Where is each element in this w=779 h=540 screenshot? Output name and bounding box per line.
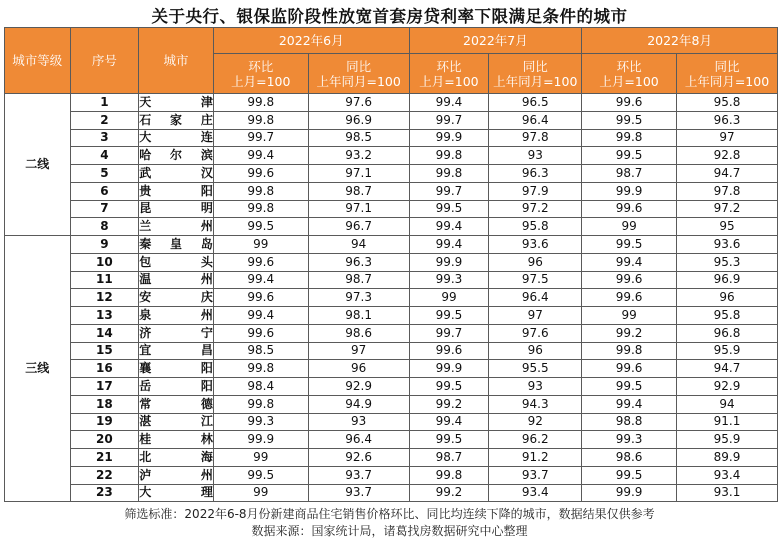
yoy-value-cell: 98.6 bbox=[308, 324, 409, 342]
table-row bbox=[5, 182, 778, 200]
city-cell bbox=[139, 236, 214, 254]
mom-value-cell: 99.4 bbox=[213, 271, 308, 289]
seq-cell: 11 bbox=[70, 271, 139, 289]
yoy-value-cell: 95.8 bbox=[489, 218, 582, 236]
city-cell bbox=[139, 484, 214, 502]
mom-value-cell: 99.6 bbox=[213, 324, 308, 342]
city-cell bbox=[139, 289, 214, 307]
mom-value-cell: 98.6 bbox=[582, 449, 677, 467]
seq-cell: 21 bbox=[70, 449, 139, 467]
header-mom bbox=[213, 54, 308, 94]
mom-value-cell: 99.6 bbox=[409, 342, 489, 360]
footer-criteria: 筛选标准：2022年6-8月份新建商品住宅销售价格环比、同比均连续下降的城市，数据结果仅供参考 bbox=[124, 507, 655, 521]
mom-value-cell: 99.4 bbox=[582, 395, 677, 413]
yoy-value-cell: 96 bbox=[489, 253, 582, 271]
mom-value-cell: 99.5 bbox=[409, 378, 489, 396]
seq-cell: 12 bbox=[70, 289, 139, 307]
mom-value-cell: 99.6 bbox=[582, 289, 677, 307]
table-row bbox=[5, 342, 778, 360]
table-row bbox=[5, 289, 778, 307]
mom-value-cell: 99.4 bbox=[582, 253, 677, 271]
yoy-value-cell: 97.5 bbox=[489, 271, 582, 289]
yoy-value-cell: 96.3 bbox=[308, 253, 409, 271]
yoy-value-cell: 97.6 bbox=[308, 94, 409, 112]
yoy-value-cell: 94.9 bbox=[308, 395, 409, 413]
yoy-value-cell: 98.5 bbox=[308, 129, 409, 147]
city-name: 包头 bbox=[139, 254, 213, 269]
header-city: 城市 bbox=[139, 28, 214, 94]
header-yoy-base: 上年同月=100 bbox=[493, 73, 578, 89]
city-cell bbox=[139, 324, 214, 342]
city-name: 桂林 bbox=[139, 432, 213, 447]
city-cell bbox=[139, 431, 214, 449]
mom-value-cell: 99.2 bbox=[409, 395, 489, 413]
yoy-value-cell: 92.8 bbox=[677, 147, 778, 165]
yoy-value-cell: 98.7 bbox=[308, 271, 409, 289]
yoy-value-cell: 95.5 bbox=[489, 360, 582, 378]
city-cell bbox=[139, 147, 214, 165]
mom-value-cell: 99.6 bbox=[213, 253, 308, 271]
mom-value-cell: 99.4 bbox=[213, 147, 308, 165]
yoy-value-cell: 93.1 bbox=[677, 484, 778, 502]
city-name: 泉州 bbox=[139, 307, 213, 322]
seq-cell: 18 bbox=[70, 395, 139, 413]
yoy-value-cell: 97.1 bbox=[308, 200, 409, 218]
mom-value-cell: 99.7 bbox=[213, 129, 308, 147]
yoy-value-cell: 93.6 bbox=[489, 236, 582, 254]
yoy-value-cell: 93 bbox=[489, 147, 582, 165]
city-cell bbox=[139, 413, 214, 431]
mom-value-cell: 99 bbox=[213, 449, 308, 467]
table-row bbox=[5, 271, 778, 289]
tier-cell: 二线 bbox=[5, 94, 71, 236]
city-cell bbox=[139, 360, 214, 378]
header-mom-base: 上月=100 bbox=[231, 73, 291, 89]
mom-value-cell: 99.6 bbox=[582, 200, 677, 218]
yoy-value-cell: 95.8 bbox=[677, 307, 778, 325]
yoy-value-cell: 93.6 bbox=[677, 236, 778, 254]
yoy-value-cell: 96.3 bbox=[677, 111, 778, 129]
yoy-value-cell: 92 bbox=[489, 413, 582, 431]
mom-value-cell: 99.6 bbox=[582, 94, 677, 112]
city-name: 昆明 bbox=[139, 201, 213, 216]
header-row-months bbox=[5, 28, 778, 54]
city-name: 泸州 bbox=[139, 467, 213, 482]
header-yoy bbox=[308, 54, 409, 94]
mom-value-cell: 99.5 bbox=[582, 466, 677, 484]
mom-value-cell: 99.5 bbox=[409, 307, 489, 325]
yoy-value-cell: 93 bbox=[308, 413, 409, 431]
yoy-value-cell: 96.3 bbox=[489, 165, 582, 183]
tier-cell: 三线 bbox=[5, 236, 71, 502]
seq-cell: 14 bbox=[70, 324, 139, 342]
table-row bbox=[5, 236, 778, 254]
header-seq: 序号 bbox=[70, 28, 139, 94]
mom-value-cell: 98.7 bbox=[582, 165, 677, 183]
header-mom-base: 上月=100 bbox=[419, 73, 479, 89]
mom-value-cell: 99.4 bbox=[213, 307, 308, 325]
city-name: 安庆 bbox=[139, 290, 213, 305]
table-row bbox=[5, 413, 778, 431]
seq-cell: 2 bbox=[70, 111, 139, 129]
yoy-value-cell: 95 bbox=[677, 218, 778, 236]
header-mom bbox=[409, 54, 489, 94]
header-tier: 城市等级 bbox=[5, 28, 71, 94]
seq-cell: 9 bbox=[70, 236, 139, 254]
mom-value-cell: 99.8 bbox=[409, 466, 489, 484]
seq-cell: 7 bbox=[70, 200, 139, 218]
yoy-value-cell: 96.8 bbox=[677, 324, 778, 342]
yoy-value-cell: 92.9 bbox=[677, 378, 778, 396]
mom-value-cell: 99 bbox=[213, 236, 308, 254]
yoy-value-cell: 97.8 bbox=[677, 182, 778, 200]
mom-value-cell: 99.5 bbox=[409, 431, 489, 449]
yoy-value-cell: 96 bbox=[677, 289, 778, 307]
table-row bbox=[5, 165, 778, 183]
city-name: 北海 bbox=[139, 449, 213, 464]
header-mom bbox=[582, 54, 677, 94]
page-title: 关于央行、银保监阶段性放宽首套房贷利率下限满足条件的城市 bbox=[151, 7, 628, 26]
mom-value-cell: 99.5 bbox=[582, 378, 677, 396]
yoy-value-cell: 96.9 bbox=[677, 271, 778, 289]
city-name: 湛江 bbox=[139, 414, 213, 429]
yoy-value-cell: 97.6 bbox=[489, 324, 582, 342]
yoy-value-cell: 89.9 bbox=[677, 449, 778, 467]
seq-cell: 17 bbox=[70, 378, 139, 396]
yoy-value-cell: 97.2 bbox=[677, 200, 778, 218]
mom-value-cell: 99.8 bbox=[213, 360, 308, 378]
yoy-value-cell: 94 bbox=[308, 236, 409, 254]
mom-value-cell: 99.5 bbox=[582, 147, 677, 165]
mom-value-cell: 99.4 bbox=[409, 413, 489, 431]
yoy-value-cell: 98.1 bbox=[308, 307, 409, 325]
table-body bbox=[5, 94, 778, 502]
seq-cell: 4 bbox=[70, 147, 139, 165]
yoy-value-cell: 92.6 bbox=[308, 449, 409, 467]
table-row bbox=[5, 431, 778, 449]
mom-value-cell: 99.9 bbox=[409, 253, 489, 271]
yoy-value-cell: 93.4 bbox=[677, 466, 778, 484]
yoy-value-cell: 96 bbox=[308, 360, 409, 378]
table-row bbox=[5, 449, 778, 467]
yoy-value-cell: 95.9 bbox=[677, 342, 778, 360]
yoy-value-cell: 96.2 bbox=[489, 431, 582, 449]
city-cell bbox=[139, 200, 214, 218]
yoy-value-cell: 94.7 bbox=[677, 360, 778, 378]
mom-value-cell: 99.6 bbox=[213, 289, 308, 307]
yoy-value-cell: 96.4 bbox=[308, 431, 409, 449]
city-name: 宜昌 bbox=[139, 343, 213, 358]
city-cell bbox=[139, 129, 214, 147]
mom-value-cell: 99 bbox=[213, 484, 308, 502]
seq-cell: 16 bbox=[70, 360, 139, 378]
mom-value-cell: 99.5 bbox=[409, 200, 489, 218]
yoy-value-cell: 96.5 bbox=[489, 94, 582, 112]
mom-value-cell: 99.6 bbox=[582, 360, 677, 378]
mom-value-cell: 99.8 bbox=[213, 111, 308, 129]
seq-cell: 20 bbox=[70, 431, 139, 449]
city-name: 常德 bbox=[139, 396, 213, 411]
header-yoy bbox=[677, 54, 778, 94]
mom-value-cell: 99.5 bbox=[213, 218, 308, 236]
city-cell bbox=[139, 307, 214, 325]
yoy-value-cell: 97 bbox=[308, 342, 409, 360]
footer-source: 数据来源：国家统计局，诸葛找房数据研究中心整理 bbox=[251, 524, 528, 538]
city-cell bbox=[139, 165, 214, 183]
yoy-value-cell: 93.7 bbox=[308, 466, 409, 484]
city-cell bbox=[139, 271, 214, 289]
mom-value-cell: 98.5 bbox=[213, 342, 308, 360]
city-name: 温州 bbox=[139, 272, 213, 287]
yoy-value-cell: 96.4 bbox=[489, 111, 582, 129]
seq-cell: 1 bbox=[70, 94, 139, 112]
mom-value-cell: 99.2 bbox=[582, 324, 677, 342]
yoy-value-cell: 96.9 bbox=[308, 111, 409, 129]
header-yoy-label: 同比 bbox=[714, 58, 740, 74]
table-row bbox=[5, 324, 778, 342]
yoy-value-cell: 94 bbox=[677, 395, 778, 413]
yoy-value-cell: 93 bbox=[489, 378, 582, 396]
city-name: 天津 bbox=[139, 94, 213, 109]
mom-value-cell: 99.8 bbox=[409, 147, 489, 165]
mom-value-cell: 99.8 bbox=[409, 165, 489, 183]
mom-value-cell: 99 bbox=[582, 307, 677, 325]
city-name: 贵阳 bbox=[139, 183, 213, 198]
yoy-value-cell: 97.8 bbox=[489, 129, 582, 147]
seq-cell: 22 bbox=[70, 466, 139, 484]
yoy-value-cell: 93.7 bbox=[308, 484, 409, 502]
table-row bbox=[5, 111, 778, 129]
header-mom-label: 环比 bbox=[436, 58, 462, 74]
mom-value-cell: 99.8 bbox=[213, 94, 308, 112]
seq-cell: 5 bbox=[70, 165, 139, 183]
yoy-value-cell: 94.3 bbox=[489, 395, 582, 413]
city-name: 武汉 bbox=[139, 165, 213, 180]
mom-value-cell: 99.5 bbox=[582, 111, 677, 129]
seq-cell: 19 bbox=[70, 413, 139, 431]
header-yoy bbox=[489, 54, 582, 94]
table-row bbox=[5, 466, 778, 484]
mom-value-cell: 99.9 bbox=[213, 431, 308, 449]
mom-value-cell: 99.9 bbox=[409, 360, 489, 378]
seq-cell: 3 bbox=[70, 129, 139, 147]
mom-value-cell: 99.4 bbox=[409, 94, 489, 112]
mom-value-cell: 99.8 bbox=[582, 129, 677, 147]
yoy-value-cell: 97 bbox=[489, 307, 582, 325]
header-yoy-label: 同比 bbox=[522, 58, 548, 74]
city-cell bbox=[139, 182, 214, 200]
yoy-value-cell: 97 bbox=[677, 129, 778, 147]
city-name: 哈尔滨 bbox=[139, 148, 213, 163]
header-month-jun: 2022年6月 bbox=[213, 28, 409, 54]
yoy-value-cell: 92.9 bbox=[308, 378, 409, 396]
yoy-value-cell: 93.4 bbox=[489, 484, 582, 502]
yoy-value-cell: 98.7 bbox=[308, 182, 409, 200]
seq-cell: 6 bbox=[70, 182, 139, 200]
mom-value-cell: 99.9 bbox=[582, 484, 677, 502]
city-name: 兰州 bbox=[139, 219, 213, 234]
city-cell bbox=[139, 218, 214, 236]
mom-value-cell: 99.3 bbox=[409, 271, 489, 289]
city-name: 襄阳 bbox=[139, 361, 213, 376]
header-month-aug: 2022年8月 bbox=[582, 28, 778, 54]
header-mom-label: 环比 bbox=[616, 58, 642, 74]
city-name: 石家庄 bbox=[139, 112, 213, 127]
table-row bbox=[5, 307, 778, 325]
city-cell bbox=[139, 449, 214, 467]
mom-value-cell: 99 bbox=[582, 218, 677, 236]
mom-value-cell: 99.7 bbox=[409, 111, 489, 129]
yoy-value-cell: 95.9 bbox=[677, 431, 778, 449]
yoy-value-cell: 95.8 bbox=[677, 94, 778, 112]
yoy-value-cell: 93.2 bbox=[308, 147, 409, 165]
seq-cell: 8 bbox=[70, 218, 139, 236]
city-name: 济宁 bbox=[139, 325, 213, 340]
mom-value-cell: 99.5 bbox=[213, 466, 308, 484]
city-name: 秦皇岛 bbox=[139, 236, 213, 251]
header-yoy-label: 同比 bbox=[346, 58, 372, 74]
yoy-value-cell: 97.2 bbox=[489, 200, 582, 218]
mom-value-cell: 99.6 bbox=[213, 165, 308, 183]
table-row bbox=[5, 484, 778, 502]
city-table bbox=[4, 27, 778, 502]
mom-value-cell: 99 bbox=[409, 289, 489, 307]
header-yoy-base: 上年同月=100 bbox=[684, 73, 770, 89]
yoy-value-cell: 97.3 bbox=[308, 289, 409, 307]
yoy-value-cell: 91.2 bbox=[489, 449, 582, 467]
seq-cell: 10 bbox=[70, 253, 139, 271]
yoy-value-cell: 96.7 bbox=[308, 218, 409, 236]
city-cell bbox=[139, 94, 214, 112]
city-name: 大连 bbox=[139, 130, 213, 145]
table-row bbox=[5, 147, 778, 165]
city-cell bbox=[139, 253, 214, 271]
mom-value-cell: 99.8 bbox=[213, 182, 308, 200]
mom-value-cell: 99.7 bbox=[409, 182, 489, 200]
mom-value-cell: 99.8 bbox=[582, 342, 677, 360]
table-row bbox=[5, 395, 778, 413]
yoy-value-cell: 91.1 bbox=[677, 413, 778, 431]
mom-value-cell: 99.8 bbox=[213, 200, 308, 218]
yoy-value-cell: 97.9 bbox=[489, 182, 582, 200]
yoy-value-cell: 93.7 bbox=[489, 466, 582, 484]
mom-value-cell: 99.4 bbox=[409, 236, 489, 254]
table-row bbox=[5, 378, 778, 396]
mom-value-cell: 99.6 bbox=[582, 271, 677, 289]
header-mom-label: 环比 bbox=[248, 58, 274, 74]
city-name: 岳阳 bbox=[139, 378, 213, 393]
city-cell bbox=[139, 111, 214, 129]
mom-value-cell: 99.5 bbox=[582, 236, 677, 254]
city-cell bbox=[139, 466, 214, 484]
seq-cell: 23 bbox=[70, 484, 139, 502]
yoy-value-cell: 97.1 bbox=[308, 165, 409, 183]
city-cell bbox=[139, 395, 214, 413]
table-row bbox=[5, 253, 778, 271]
mom-value-cell: 99.9 bbox=[409, 129, 489, 147]
yoy-value-cell: 95.3 bbox=[677, 253, 778, 271]
city-cell bbox=[139, 342, 214, 360]
header-mom-base: 上月=100 bbox=[599, 73, 659, 89]
table-row bbox=[5, 200, 778, 218]
mom-value-cell: 99.8 bbox=[213, 395, 308, 413]
yoy-value-cell: 96.4 bbox=[489, 289, 582, 307]
header-month-jul: 2022年7月 bbox=[409, 28, 582, 54]
seq-cell: 15 bbox=[70, 342, 139, 360]
table-row bbox=[5, 129, 778, 147]
header-yoy-base: 上年同月=100 bbox=[316, 73, 401, 89]
table-row bbox=[5, 360, 778, 378]
mom-value-cell: 98.8 bbox=[582, 413, 677, 431]
mom-value-cell: 99.7 bbox=[409, 324, 489, 342]
city-cell bbox=[139, 378, 214, 396]
mom-value-cell: 99.3 bbox=[213, 413, 308, 431]
mom-value-cell: 99.9 bbox=[582, 182, 677, 200]
yoy-value-cell: 96 bbox=[489, 342, 582, 360]
mom-value-cell: 99.2 bbox=[409, 484, 489, 502]
yoy-value-cell: 94.7 bbox=[677, 165, 778, 183]
mom-value-cell: 99.3 bbox=[582, 431, 677, 449]
table-row bbox=[5, 218, 778, 236]
mom-value-cell: 98.4 bbox=[213, 378, 308, 396]
table-row bbox=[5, 94, 778, 112]
seq-cell: 13 bbox=[70, 307, 139, 325]
mom-value-cell: 98.7 bbox=[409, 449, 489, 467]
city-name: 大理 bbox=[139, 485, 213, 500]
mom-value-cell: 99.4 bbox=[409, 218, 489, 236]
